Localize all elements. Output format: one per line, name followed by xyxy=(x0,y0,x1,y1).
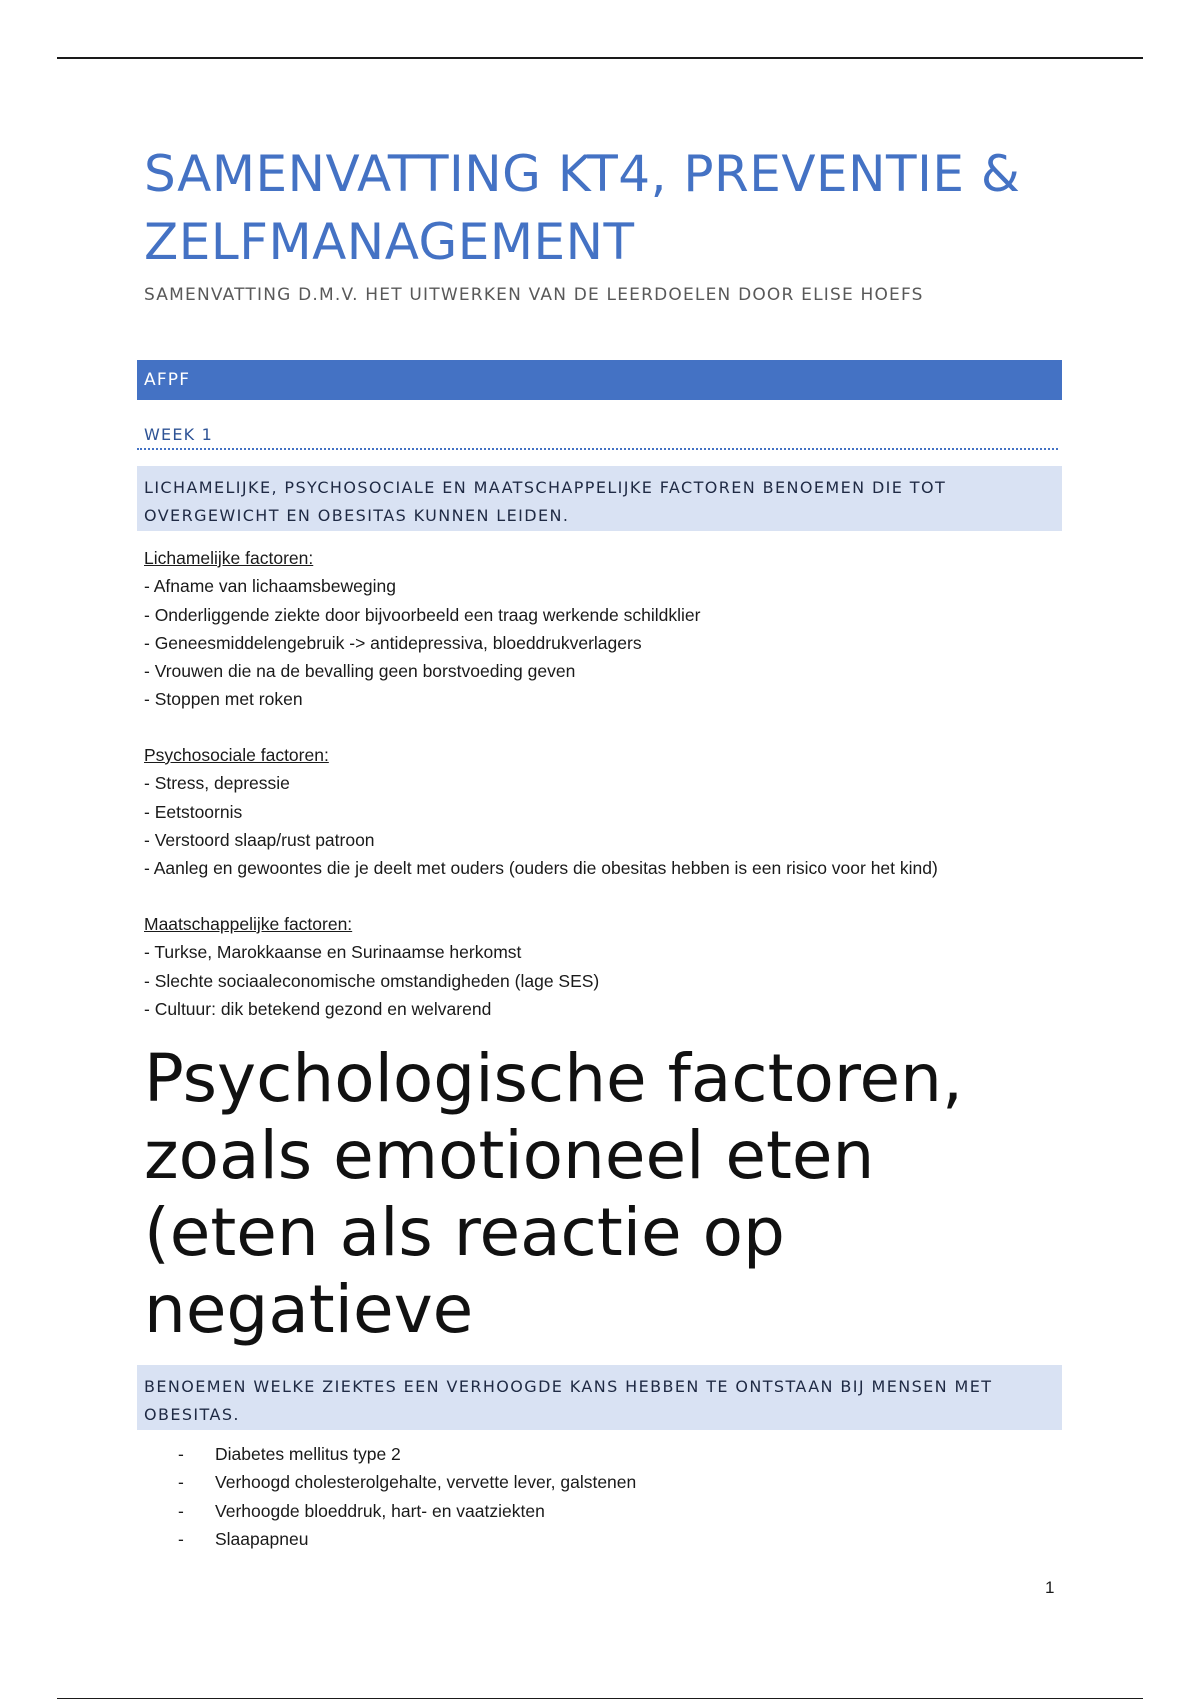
page-bottom-rule xyxy=(57,1698,1143,1699)
list-item xyxy=(178,1525,636,1553)
list-item-text: Verhoogde bloeddruk, hart- en vaatziekten xyxy=(215,1500,545,1521)
list-item: - Aanleg en gewoontes die je deelt met ouders (ouders die obesitas hebben is een risico voor het kind) xyxy=(144,858,938,879)
section-heading: Psychosociale factoren: xyxy=(144,745,329,765)
list-item xyxy=(178,1497,636,1525)
list-item: - Cultuur: dik betekend gezond en welvarend xyxy=(144,998,492,1019)
large-overflow-text: Psychologische factoren, zoals emotioneel eten (eten als reactie op negatieve xyxy=(144,1040,963,1348)
disease-list xyxy=(178,1440,636,1553)
list-item xyxy=(178,1440,636,1468)
list-item-text: Slaapapneu xyxy=(215,1528,309,1549)
bullet-dash: - xyxy=(178,1472,184,1493)
section-heading: Maatschappelijke factoren: xyxy=(144,914,353,934)
list-item: - Eetstoornis xyxy=(144,801,243,822)
list-item-text: Verhoogd cholesterolgehalte, vervette lever, galstenen xyxy=(215,1472,637,1493)
list-item-text: Diabetes mellitus type 2 xyxy=(215,1444,401,1464)
list-item: - Geneesmiddelengebruik -> antidepressiva, bloeddrukverlagers xyxy=(144,632,642,653)
bullet-dash: - xyxy=(178,1528,184,1549)
list-item: - Turkse, Marokkaanse en Surinaamse herkomst xyxy=(144,942,522,963)
section-maatschappelijke xyxy=(144,910,599,1023)
list-item: - Stoppen met roken xyxy=(144,689,303,710)
list-item: - Onderliggende ziekte door bijvoorbeeld een traag werkende schildklier xyxy=(144,604,701,625)
section-heading: Lichamelijke factoren: xyxy=(144,548,314,568)
document-title: SAMENVATTING KT4, PREVENTIE & ZELFMANAGEMENT xyxy=(144,145,1021,271)
list-item: - Afname van lichaamsbeweging xyxy=(144,576,396,597)
section-psychosociale xyxy=(144,741,938,882)
heading-2-week: WEEK 1 xyxy=(137,424,1058,450)
list-item: - Vrouwen die na de bevalling geen borstvoeding geven xyxy=(144,661,576,682)
list-item: - Stress, depressie xyxy=(144,773,290,794)
document-subtitle: SAMENVATTING D.M.V. HET UITWERKEN VAN DE LEERDOELEN DOOR ELISE HOEFS xyxy=(144,285,924,305)
page-number: 1 xyxy=(1045,1578,1055,1597)
heading-3-factors: LICHAMELIJKE, PSYCHOSOCIALE EN MAATSCHAPPELIJKE FACTOREN BENOEMEN DIE TOT OVERGEWICHT EN OBESITAS KUNNEN LEIDEN. xyxy=(137,466,1062,531)
heading-3-diseases: BENOEMEN WELKE ZIEKTES EEN VERHOOGDE KANS HEBBEN TE ONTSTAAN BIJ MENSEN MET OBESITAS. xyxy=(137,1365,1062,1430)
section-lichamelijke xyxy=(144,544,700,714)
list-item xyxy=(178,1468,636,1496)
list-item: - Verstoord slaap/rust patroon xyxy=(144,829,375,850)
page-top-rule xyxy=(57,57,1143,59)
bullet-dash: - xyxy=(178,1500,184,1521)
list-item: - Slechte sociaaleconomische omstandigheden (lage SES) xyxy=(144,970,600,991)
bullet-dash: - xyxy=(178,1444,184,1464)
heading-1-band: AFPF xyxy=(137,360,1062,400)
